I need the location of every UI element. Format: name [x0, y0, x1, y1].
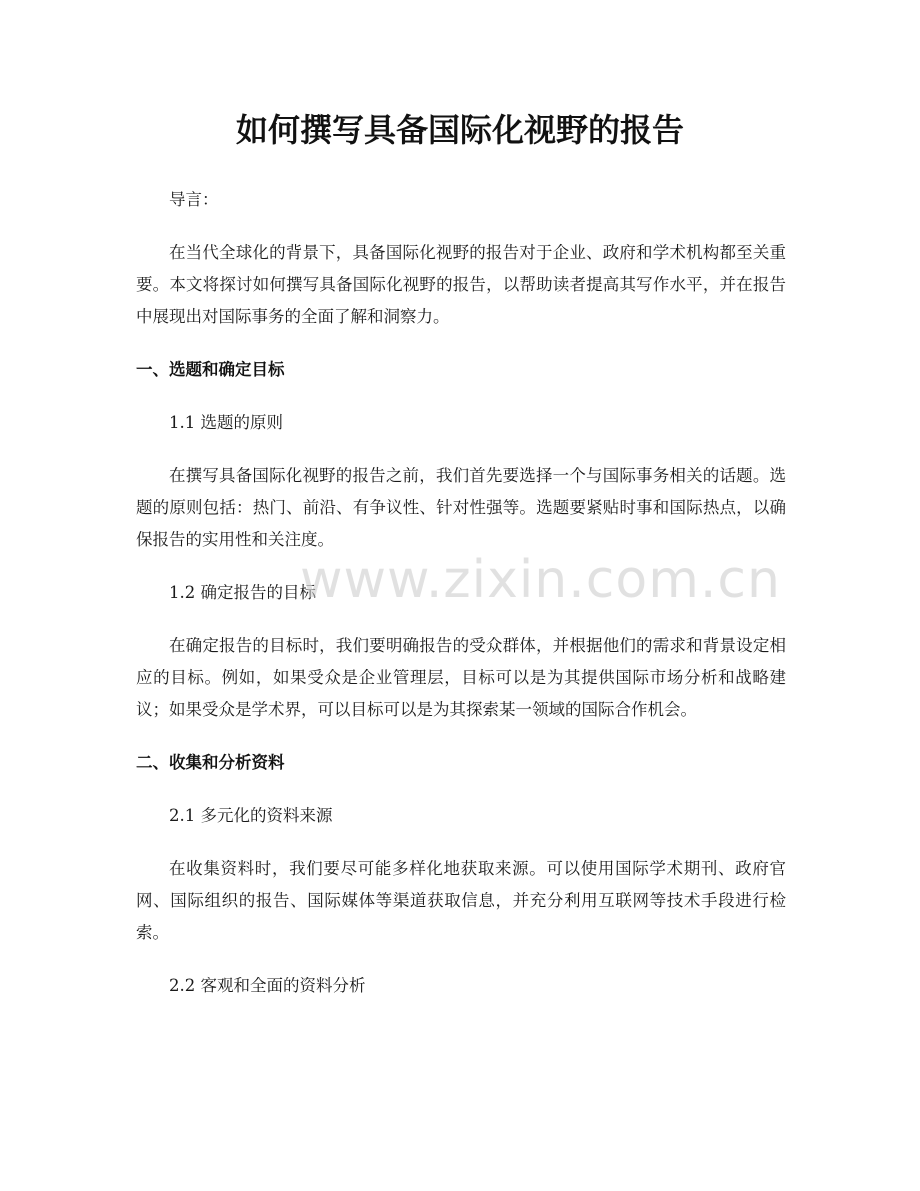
document-body: [136, 184, 786, 1002]
section-1-2-title: 1.2 确定报告的目标: [169, 583, 316, 602]
watermark: www.zixin.com.cn: [300, 550, 781, 610]
section-1-2-paragraph: 在确定报告的目标时，我们要明确报告的受众群体，并根据他们的需求和背景设定相应的目标。例如，如果受众是企业管理层，目标可以是为其提供国际市场分析和战略建议；如果受众是学术界，可以目标可以是为其探索某一领域的国际合作机会。: [136, 636, 786, 719]
section-2-heading: 二、收集和分析资料: [136, 753, 285, 772]
section-2-1-title: 2.1 多元化的资料来源: [169, 806, 333, 825]
section-1-1-title: 1.1 选题的原则: [169, 413, 283, 432]
document-title: 如何撰写具备国际化视野的报告: [235, 111, 684, 149]
section-1-heading: 一、选题和确定目标: [136, 360, 285, 379]
section-2-1-paragraph: 在收集资料时，我们要尽可能多样化地获取来源。可以使用国际学术期刊、政府官网、国际组织的报告、国际媒体等渠道获取信息，并充分利用互联网等技术手段进行检索。: [136, 859, 786, 942]
section-2-2-title: 2.2 客观和全面的资料分析: [169, 976, 366, 995]
intro-paragraph: 在当代全球化的背景下，具备国际化视野的报告对于企业、政府和学术机构都至关重要。本文将探讨如何撰写具备国际化视野的报告，以帮助读者提高其写作水平，并在报告中展现出对国际事务的全面了解和洞察力。: [136, 243, 786, 326]
intro-label: 导言：: [169, 190, 219, 209]
section-1-1-paragraph: 在撰写具备国际化视野的报告之前，我们首先要选择一个与国际事务相关的话题。选题的原则包括：热门、前沿、有争议性、针对性强等。选题要紧贴时事和国际热点，以确保报告的实用性和关注度。: [136, 466, 786, 549]
